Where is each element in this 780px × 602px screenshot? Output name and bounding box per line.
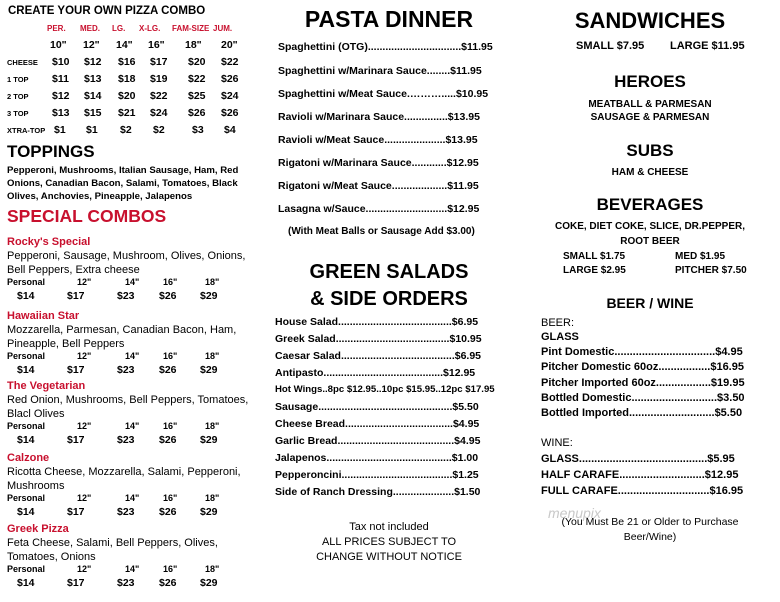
combo-size-row <box>7 421 257 434</box>
price: $20 <box>188 56 206 68</box>
price: $22 <box>150 90 168 102</box>
price: $14 <box>17 434 35 446</box>
size-label: Personal <box>7 277 46 287</box>
toppings-title: TOPPINGS <box>7 142 95 161</box>
size: 14" <box>125 564 140 574</box>
side-item: Pepperoncini......................................$1.25 <box>275 469 479 481</box>
price: $26 <box>159 506 177 518</box>
size: 16" <box>163 493 178 503</box>
toppings-list: Pepperoni, Mushrooms, Italian Sausage, Ham, Red Onions, Canadian Bacon, Salami, Tomatoes, Black Olives, Anchovies, Pineapple, Jalapenos <box>7 165 239 203</box>
side-item: Greek Salad.......................................$10.95 <box>275 333 482 345</box>
age-note: Beer/Wine) <box>623 531 677 543</box>
price: $26 <box>159 577 177 589</box>
beer-label: BEER: <box>541 317 575 329</box>
price: $26 <box>188 107 206 119</box>
price: $14 <box>17 290 35 302</box>
pasta-item: Lasagna w/Sauce............................$12.95 <box>278 203 480 215</box>
price: $26 <box>221 73 239 85</box>
price: $20 <box>118 90 136 102</box>
combo-description: Ricotta Cheese, Mozzarella, Salami, Pepperoni, Mushrooms <box>7 466 241 492</box>
side-item: House Salad.......................................$6.95 <box>275 316 479 328</box>
price: $17 <box>67 434 85 446</box>
side-item: Hot Wings..8pc $12.95..10pc $15.95..12pc $17.95 <box>275 384 495 395</box>
side-item: Garlic Bread........................................$4.95 <box>275 435 481 447</box>
side-item: Side of Ranch Dressing.....................$1.50 <box>275 486 481 498</box>
price: $23 <box>117 364 135 376</box>
size-label: Personal <box>7 493 46 503</box>
price: $1 <box>86 124 98 136</box>
price: $29 <box>200 434 218 446</box>
special-combo <box>7 451 257 520</box>
combo-price-row <box>7 290 257 304</box>
pasta-item: Spaghettini (OTG)................................$11.95 <box>278 41 493 53</box>
size: 14" <box>125 421 140 431</box>
price: $16 <box>118 56 136 68</box>
size: 18" <box>205 277 220 287</box>
price: $17 <box>67 577 85 589</box>
size-name: PER. <box>47 24 66 33</box>
price: $26 <box>159 364 177 376</box>
price: $25 <box>188 90 206 102</box>
sandwich-large: LARGE $11.95 <box>670 40 745 52</box>
size: 16" <box>163 277 178 287</box>
size-name: X-LG. <box>139 24 161 33</box>
pasta-item: Rigatoni w/Meat Sauce...................$11.95 <box>278 180 479 192</box>
price: $24 <box>221 90 239 102</box>
special-combo <box>7 522 257 591</box>
combo-name: Calzone <box>7 452 50 464</box>
price: $11 <box>52 73 69 85</box>
beer-item: Pitcher Imported 60oz..................$19.95 <box>541 377 745 389</box>
watermark: menupix <box>548 505 601 521</box>
combo-name: Hawaiian Star <box>7 310 80 322</box>
size: 18" <box>205 564 220 574</box>
price: $17 <box>67 506 85 518</box>
combo-price-row <box>7 577 257 591</box>
price: $19 <box>150 73 168 85</box>
price: $12 <box>52 90 70 102</box>
side-item: Jalapenos...........................................$1.00 <box>275 452 479 464</box>
wine-item: HALF CARAFE............................$12.95 <box>541 469 739 481</box>
sandwich-small: SMALL $7.95 <box>576 40 645 52</box>
combo-description: Feta Cheese, Salami, Bell Peppers, Olives, Tomatoes, Onions <box>7 537 218 563</box>
combo-price-row <box>7 434 257 448</box>
size: 14" <box>125 351 140 361</box>
combo-name: Rocky's Special <box>7 236 91 248</box>
price: $26 <box>159 290 177 302</box>
combo-price-row <box>7 364 257 378</box>
combo-size-row <box>7 564 257 577</box>
notice-line: ALL PRICES SUBJECT TO <box>321 536 457 548</box>
beer-item: Pint Domestic.................................$4.95 <box>541 346 743 358</box>
size-label: Personal <box>7 564 46 574</box>
row-label: XTRA-TOP <box>7 126 46 135</box>
beverage-large: LARGE $2.95 <box>563 265 626 276</box>
price: $13 <box>52 107 70 119</box>
size-name: MED. <box>80 24 100 33</box>
combo-description: Mozzarella, Parmesan, Canadian Bacon, Ham, Pineapple, Bell Peppers <box>7 324 237 350</box>
pasta-item: Ravioli w/Meat Sauce.....................$13.95 <box>278 134 478 146</box>
price: $22 <box>221 56 239 68</box>
beer-wine-title: BEER / WINE <box>606 295 694 311</box>
pasta-item: Rigatoni w/Marinara Sauce............$12.95 <box>278 157 479 169</box>
size: 16" <box>163 421 178 431</box>
size-inch: 12" <box>83 39 100 51</box>
price: $10 <box>52 56 70 68</box>
size-inch: 10" <box>50 39 67 51</box>
price: $23 <box>117 290 135 302</box>
wine-label: WINE: <box>541 437 573 449</box>
special-combo <box>7 379 257 448</box>
pasta-item: Spaghettini w/Marinara Sauce........$11.95 <box>278 65 482 77</box>
size: 16" <box>163 351 178 361</box>
pizza-column <box>0 0 258 602</box>
price: $29 <box>200 577 218 589</box>
price: $13 <box>84 73 102 85</box>
size-name: JUM. <box>213 24 233 33</box>
beer-item: Bottled Domestic............................$3.50 <box>541 392 745 404</box>
price: $14 <box>84 90 102 102</box>
size: 18" <box>205 421 220 431</box>
price: $23 <box>117 434 135 446</box>
beverage-small: SMALL $1.75 <box>563 251 626 262</box>
combo-description: Pepperoni, Sausage, Mushroom, Olives, Onions, Bell Peppers, Extra cheese <box>7 250 246 276</box>
price: $17 <box>67 364 85 376</box>
beverages-title: BEVERAGES <box>596 195 704 214</box>
combo-size-row <box>7 493 257 506</box>
size: 12" <box>77 564 92 574</box>
heroes-line: SAUSAGE & PARMESAN <box>590 112 710 123</box>
size: 12" <box>77 277 92 287</box>
size: 12" <box>77 493 92 503</box>
price: $3 <box>192 124 204 136</box>
combo-title: CREATE YOUR OWN PIZZA COMBO <box>8 5 206 17</box>
salads-title-2: & SIDE ORDERS <box>310 288 468 310</box>
pasta-item: Spaghettini w/Meat Sauce.……….....$10.95 <box>278 88 489 100</box>
special-combo <box>7 309 257 378</box>
wine-item: FULL CARAFE..............................$16.95 <box>541 485 744 497</box>
price: $29 <box>200 290 218 302</box>
price: $17 <box>150 56 168 68</box>
size-inch: 14" <box>116 39 133 51</box>
row-label: CHEESE <box>7 58 38 67</box>
subs-title: SUBS <box>626 141 674 160</box>
price: $14 <box>17 577 35 589</box>
row-label: 3 TOP <box>7 109 29 118</box>
price: $2 <box>120 124 132 136</box>
combo-price-row <box>7 506 257 520</box>
beverages-line: ROOT BEER <box>620 236 680 247</box>
subs-line: HAM & CHEESE <box>611 167 689 178</box>
size: 18" <box>205 493 220 503</box>
beer-item: Pitcher Domestic 60oz.................$16.95 <box>541 361 744 373</box>
size: 12" <box>77 351 92 361</box>
heroes-title: HEROES <box>614 72 686 91</box>
combo-name: The Vegetarian <box>7 380 86 392</box>
notice-line: Tax not included <box>349 521 429 533</box>
beverage-med: MED $1.95 <box>675 251 726 262</box>
pasta-salad-column <box>258 0 520 602</box>
size-label: Personal <box>7 351 46 361</box>
age-note: (You Must Be 21 or Older to Purchase <box>561 516 739 528</box>
price: $22 <box>188 73 206 85</box>
size-name: LG. <box>112 24 126 33</box>
price: $29 <box>200 506 218 518</box>
size: 14" <box>125 277 140 287</box>
combo-name: Greek Pizza <box>7 523 69 535</box>
sandwiches-title: SANDWICHES <box>574 8 726 33</box>
pasta-title: PASTA DINNER <box>304 6 474 32</box>
special-combos-title: SPECIAL COMBOS <box>7 206 167 226</box>
price: $2 <box>153 124 165 136</box>
row-label: 2 TOP <box>7 92 29 101</box>
price: $23 <box>117 506 135 518</box>
size: 16" <box>163 564 178 574</box>
price: $21 <box>118 107 136 119</box>
combo-size-row <box>7 351 257 364</box>
price: $23 <box>117 577 135 589</box>
notice-line: CHANGE WITHOUT NOTICE <box>316 551 462 563</box>
price: $1 <box>54 124 66 136</box>
pasta-note: (With Meat Balls or Sausage Add $3.00) <box>288 226 475 237</box>
size-name: FAM-SIZE <box>172 24 210 33</box>
price: $29 <box>200 364 218 376</box>
beer-glass: GLASS <box>541 331 579 343</box>
price: $14 <box>17 364 35 376</box>
row-label: 1 TOP <box>7 75 29 84</box>
side-item: Caesar Salad.......................................$6.95 <box>275 350 482 362</box>
beer-item: Bottled Imported............................$5.50 <box>541 407 743 419</box>
price: $26 <box>159 434 177 446</box>
side-item: Sausage..............................................$5.50 <box>275 401 479 413</box>
wine-item: GLASS..........................................$5.95 <box>541 453 735 465</box>
beverage-pitcher: PITCHER $7.50 <box>675 265 747 276</box>
price: $15 <box>84 107 102 119</box>
pasta-item: Ravioli w/Marinara Sauce...............$13.95 <box>278 111 480 123</box>
price: $17 <box>67 290 85 302</box>
size: 18" <box>205 351 220 361</box>
size-inch: 20" <box>221 39 238 51</box>
price: $24 <box>150 107 168 119</box>
price: $12 <box>84 56 102 68</box>
side-item: Cheese Bread.....................................$4.95 <box>275 418 480 430</box>
heroes-line: MEATBALL & PARMESAN <box>588 99 712 110</box>
combo-description: Red Onion, Mushrooms, Bell Peppers, Tomatoes, Blacl Olives <box>7 394 249 420</box>
price: $4 <box>224 124 236 136</box>
beverages-line: COKE, DIET COKE, SLICE, DR.PEPPER, <box>554 221 746 232</box>
size: 14" <box>125 493 140 503</box>
size-inch: 18" <box>185 39 202 51</box>
price: $14 <box>17 506 35 518</box>
salads-title-1: GREEN SALADS <box>309 261 469 283</box>
price: $18 <box>118 73 136 85</box>
special-combo <box>7 235 257 304</box>
size: 12" <box>77 421 92 431</box>
size-label: Personal <box>7 421 46 431</box>
price: $26 <box>221 107 239 119</box>
size-inch: 16" <box>148 39 165 51</box>
side-item: Antipasto.........................................$12.95 <box>275 367 476 379</box>
combo-size-row <box>7 277 257 290</box>
